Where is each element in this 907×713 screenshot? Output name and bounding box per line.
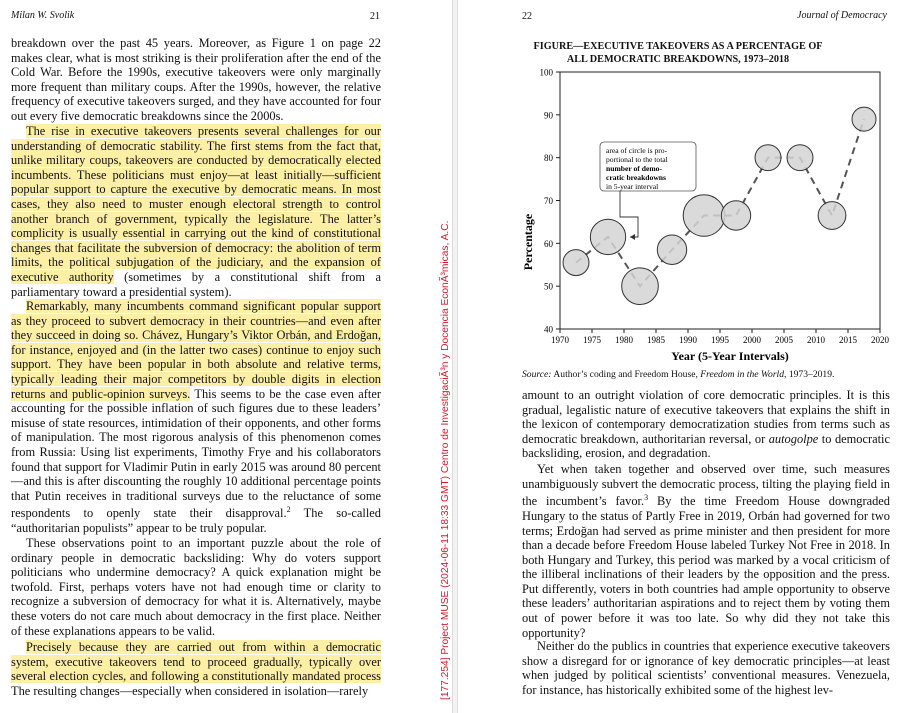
data-point-2017.5 [852, 107, 876, 131]
data-point-1972.5 [563, 250, 589, 276]
data-point-1977.5 [590, 219, 625, 254]
plot-frame [560, 72, 880, 329]
x-tick-label: 2000 [743, 335, 761, 345]
x-tick-label: 2010 [807, 335, 825, 345]
x-tick-label: 1975 [583, 335, 601, 345]
paragraph [11, 36, 381, 124]
data-point-1987.5 [657, 235, 686, 264]
page-number-right: 22 [522, 11, 532, 22]
annotation-arrowhead [630, 234, 635, 240]
download-stamp: [177.254] Project MUSE (2024-06-11 18:33 GMT) Centro de InvestigaciÃ³n y Docencia EconÃ³micas, A.C. [440, 220, 451, 700]
text-run: to democratic backsliding, erosion, and degradation. [522, 431, 890, 461]
x-axis-label: Year (5-Year Intervals) [671, 349, 789, 363]
text-run: autogolpe [768, 431, 819, 446]
annotation-line: number of demo- [606, 164, 662, 173]
y-tick-label: 40 [544, 324, 553, 335]
text-run: The resulting changes—especially when considered in isolation—rarely [11, 683, 369, 698]
data-point-1997.5 [721, 201, 750, 230]
data-point-1992.5 [683, 195, 725, 237]
data-point-2007.5 [787, 145, 813, 171]
figure-title-line-2: ALL DEMOCRATIC BREAKDOWNS, 1973–2018 [566, 54, 790, 65]
text-run: breakdown over the past 45 years. Moreover, as Figure 1 on page 22 makes clear, what is most striking is their proliferation after the end of the Cold War. Before the 1990s, executive takeovers were only marginally more frequent than military coups. After the 1990s, however, the relative frequency of executive takeovers surged, and they have accounted for four out every five democratic breakdowns since the 2000s. [11, 36, 381, 123]
data-point-1982.5 [622, 268, 659, 305]
annotation-line: cratic breakdowns [606, 173, 666, 182]
figure-source [522, 369, 834, 380]
source-publication: Freedom in the World [700, 369, 785, 380]
y-tick-label: 100 [539, 67, 553, 78]
text-run: These observations point to an important puzzle about the role of ordinary people in democratic backsliding: Why do voters support politicians who undermine democracy? A quick explanation might be twofold. First, perhaps voters have not had enough time or clarity to recognize a subversion of democracy for what it is. Alternatively, maybe these voters do not care much about democracy in the first place. Neither of these explanations appears to be valid. [11, 536, 381, 638]
highlighted-text: Remarkably, many incumbents command significant popular support as they proceed to subvert democracy in their countries—and even after they succeed in doing so. Chávez, Hungary’s Viktor Orbán, and Erdoğan, for instance, enjoyed and (in the latter two cases) continue to enjoy such support. They have been popular in both absolute and relative terms, typically leading their major competitors by double digits in election returns and public-opinion surveys. [11, 299, 381, 401]
x-tick-label: 1990 [679, 335, 697, 345]
x-tick-label: 1985 [647, 335, 665, 345]
data-point-2012.5 [818, 202, 846, 230]
annotation-line: in 5-year interval [606, 182, 659, 191]
annotation-line: portional to the total [606, 155, 668, 164]
text-run: amount to an outright violation of core democratic principles. It is this gradual, legalistic nature of executive takeovers that explains the shift in the lexicon of contemporary democratization studies from terms such as democratic breakdown, authoritarian reversal, or [522, 388, 890, 446]
text-run: Neither do the publics in countries that experience executive takeovers show a disregard for or ignorance of key democratic principles—at least when judged by political scientists’ conventional measures. Venezuela, for instance, has historically exhibited some of the highest lev- [522, 639, 890, 697]
x-tick-label: 2005 [775, 335, 793, 345]
executive-takeovers-chart [510, 62, 895, 367]
text-run: (sometimes by a constitutional shift from a parliamentary toward a presidential system). [11, 269, 381, 299]
y-axis-label: Percentage [521, 213, 535, 271]
y-tick-label: 60 [544, 238, 553, 249]
y-tick-label: 80 [544, 153, 553, 164]
annotation-line: area of circle is pro- [606, 146, 668, 155]
source-text: Author’s coding and Freedom House, [551, 369, 701, 380]
figure-title-line-1: FIGURE—EXECUTIVE TAKEOVERS AS A PERCENTAGE OF [533, 41, 823, 52]
footnote-ref: 3 [644, 493, 649, 503]
source-years: , 1973–2019. [784, 369, 835, 380]
y-tick-label: 50 [544, 281, 553, 292]
paragraph [11, 299, 381, 536]
paragraph [522, 462, 890, 640]
text-run: The so-called “authoritarian populists” appear to be truly popular. [11, 506, 381, 536]
footnote-ref: 2 [286, 505, 291, 515]
paragraph [522, 388, 890, 461]
x-tick-label: 1995 [711, 335, 729, 345]
data-point-2002.5 [755, 145, 781, 171]
x-tick-label: 2020 [871, 335, 889, 345]
y-tick-label: 70 [544, 196, 553, 206]
highlighted-text: Precisely because they are carried out from within a democratic system, executive takeovers tend to proceed gradually, typically over several election cycles, and following a constitutionally mandated process [11, 640, 381, 684]
paragraph [11, 124, 381, 299]
x-tick-label: 1980 [615, 335, 633, 345]
running-head-journal: Journal of Democracy [797, 10, 887, 21]
paragraph [11, 536, 381, 638]
paragraph [11, 640, 381, 698]
y-tick-label: 90 [544, 110, 553, 121]
source-label: Source: [522, 369, 552, 380]
text-run: By the time Freedom House downgraded Hungary to the status of Partly Free in 2019, Orbán had governed for two terms; Erdoğan had served as prime minister and then president for more than a decade before Freedom House labeled Turkey Not Free in 2018. In both Hungary and Turkey, this period was marked by a vocal criticism of the illiberal inclinations of their leaders by the opposition and the press. Put differently, voters in both countries had ample opportunity to observe these leaders’ authoritarian aspirations and to reject them by voting them out of power before it was too late. So why did they not take this opportunity? [522, 494, 890, 640]
text-run: Yet when taken together and observed over time, such measures unambiguously subvert the democratic process, tilting the playing field in the incumbent’s favor. [522, 462, 890, 509]
running-head-author: Milan W. Svolik [11, 10, 75, 21]
paragraph [522, 639, 890, 697]
highlighted-text: The rise in executive takeovers presents several challenges for our understanding of democratic stability. The first stems from the fact that, unlike military coups, takeovers are conducted by democratically elected incumbents. These politicians must enjoy—at least initially—sufficient popular support to capture the executive by democratic means. In most cases, they also need to muster enough electoral strength to control another branch of government, typically the legislature. The latter’s complicity is usually essential in carrying out the kind of constitutional changes that facilitate the subversion of democracy: the abolition of term limits, the political subjugation of the judiciary, and the expansion of executive authority [11, 124, 381, 284]
x-tick-label: 2015 [839, 335, 857, 345]
x-tick-label: 1970 [551, 335, 569, 345]
text-run: This seems to be the case even after accounting for the possible inflation of such figures due to these leaders’ misuse of state resources, intimidation of their opponents, and other forms of manipulation. The most rigorous analysis of this phenomenon comes from Russia: Using list experiments, Timothy Frye and his collaborators found that support for Vladimir Putin in early 2015 was around 80 percent—and this is after discounting the roughly 10 additional percentage points that Putin receives in traditional surveys due to the reluctance of some respondents to openly state their disapproval. [11, 386, 381, 521]
page-number-left: 21 [370, 11, 380, 22]
